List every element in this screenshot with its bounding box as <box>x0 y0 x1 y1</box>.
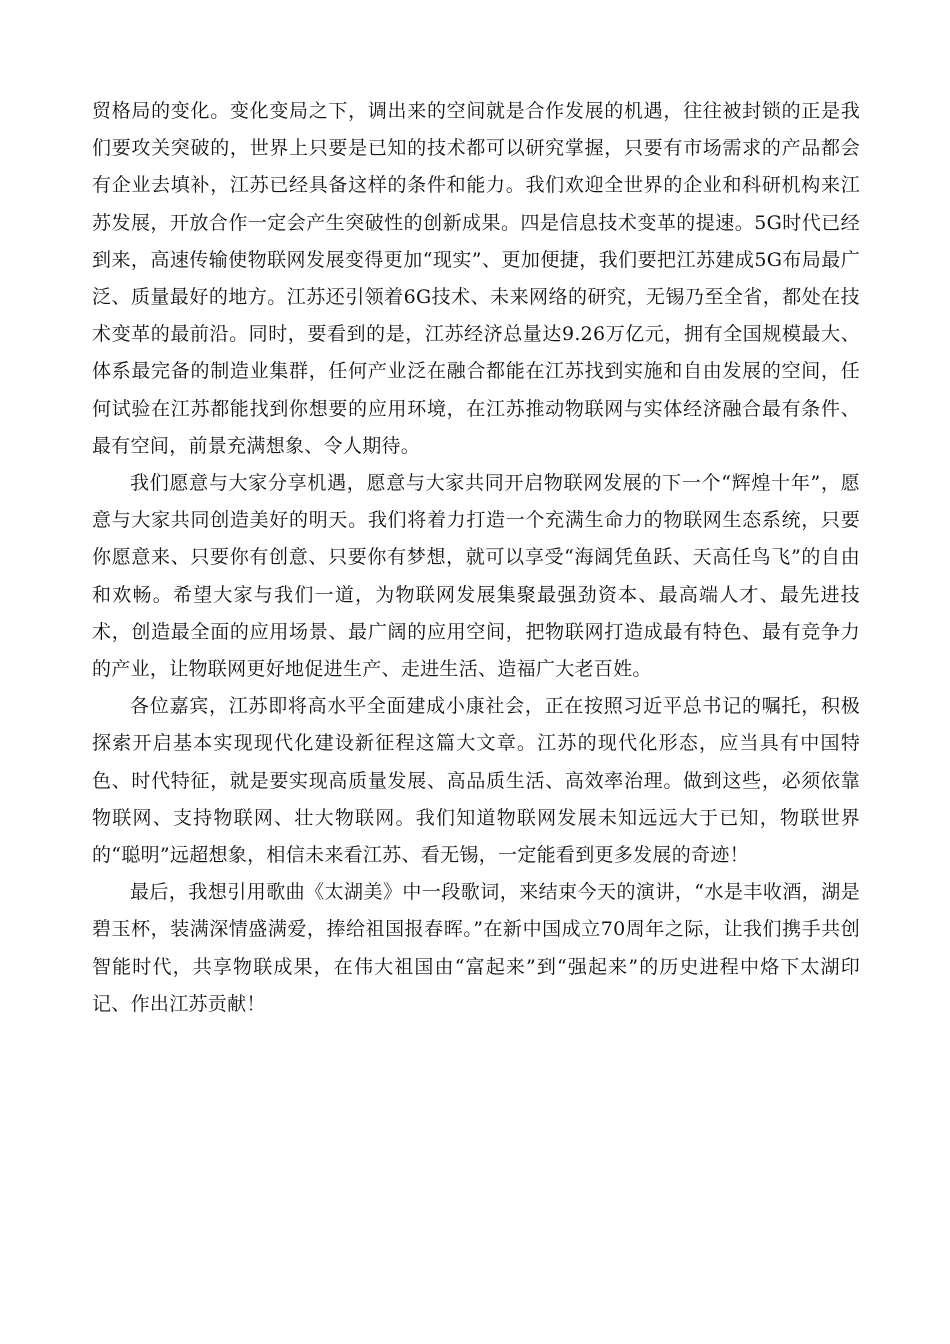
paragraph-closing: 最后，我想引用歌曲《太湖美》中一段歌词，来结束今天的演讲，“水是丰收酒，湖是碧玉杯，装满深情盛满爱，捧给祖国报春晖。”在新中国成立70周年之际，让我们携手共创智能时代，共享物联成果，在伟大祖国由“富起来”到“强起来”的历史进程中烙下太湖印记、作出江苏贡献！ <box>92 881 860 1015</box>
document-body <box>92 93 860 1023</box>
paragraph-continued: 贸格局的变化。变化变局之下，调出来的空间就是合作发展的机遇，往往被封锁的正是我们要攻关突破的，世界上只要是已知的技术都可以研究掌握，只要有市场需求的产品都会有企业去填补，江苏已经具备这样的条件和能力。我们欢迎全世界的企业和科研机构来江苏发展，开放合作一定会产生突破性的创新成果。四是信息技术变革的提速。5G时代已经到来，高速传输使物联网发展变得更加“现实”、更加便捷，我们要把江苏建成5G布局最广泛、质量最好的地方。江苏还引领着6G技术、未来网络的研究，无锡乃至全省，都处在技术变革的最前沿。同时，要看到的是，江苏经济总量达9.26万亿元，拥有全国规模最大、体系最完备的制造业集群，任何产业泛在融合都能在江苏找到实施和自由发展的空间，任何试验在江苏都能找到你想要的应用环境，在江苏推动物联网与实体经济融合最有条件、最有空间，前景充满想象、令人期待。 <box>92 100 860 457</box>
paragraph-modernization: 各位嘉宾，江苏即将高水平全面建成小康社会，正在按照习近平总书记的嘱托，积极探索开启基本实现现代化建设新征程这篇大文章。江苏的现代化形态，应当具有中国特色、时代特征，就是要实现高质量发展、高品质生活、高效率治理。做到这些，必须依靠物联网、支持物联网、壮大物联网。我们知道物联网发展未知远远大于已知，物联世界的“聪明”远超想象，相信未来看江苏、看无锡，一定能看到更多发展的奇迹！ <box>92 695 860 867</box>
paragraph-share-opportunities: 我们愿意与大家分享机遇，愿意与大家共同开启物联网发展的下一个“辉煌十年”，愿意与大家共同创造美好的明天。我们将着力打造一个充满生命力的物联网生态系统，只要你愿意来、只要你有创意、只要你有梦想，就可以享受“海阔凭鱼跃、天高任鸟飞”的自由和欢畅。希望大家与我们一道，为物联网发展集聚最强劲资本、最高端人才、最先进技术，创造最全面的应用场景、最广阔的应用空间，把物联网打造成最有特色、最有竞争力的产业，让物联网更好地促进生产、走进生活、造福广大老百姓。 <box>92 472 860 681</box>
